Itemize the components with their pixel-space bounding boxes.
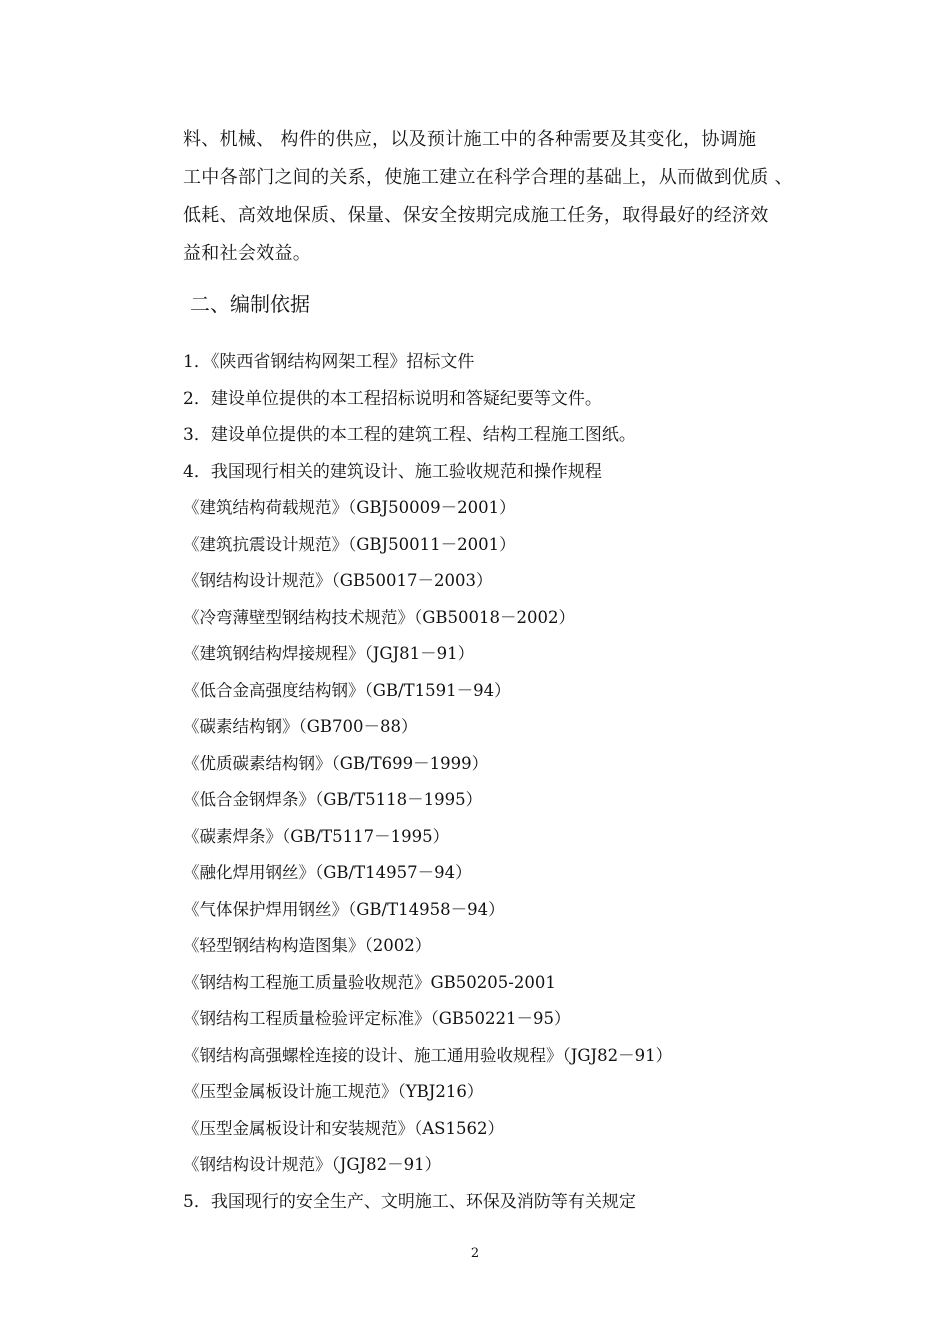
standard-item: 《建筑抗震设计规范》（GBJ50011－2001） <box>183 534 516 554</box>
standard-item: 《钢结构高强螺栓连接的设计、施工通用验收规程》（JGJ82－91） <box>183 1045 673 1065</box>
standard-item: 《压型金属板设计施工规范》（YBJ216） <box>183 1082 484 1101</box>
standard-item: 《压型金属板设计和安装规范》（AS1562） <box>183 1118 504 1138</box>
standard-item: 《钢结构工程施工质量验收规范》GB50205-2001 <box>183 972 556 992</box>
section-heading: 二、编制依据 <box>190 292 310 316</box>
paragraph-line: 益和社会效益。 <box>183 243 312 264</box>
standard-item: 《轻型钢结构构造图集》（2002） <box>183 936 432 955</box>
list-item: 2．建设单位提供的本工程招标说明和答疑纪要等文件。 <box>183 388 602 409</box>
list-item: 3．建设单位提供的本工程的建筑工程、结构工程施工图纸。 <box>183 425 636 445</box>
standard-item: 《钢结构设计规范》（JGJ82－91） <box>183 1155 442 1174</box>
list-item: 4．我国现行相关的建筑设计、施工验收规范和操作规程 <box>183 461 602 482</box>
standard-item: 《碳素结构钢》（GB700－88） <box>183 717 418 736</box>
list-item: 5．我国现行的安全生产、文明施工、环保及消防等有关规定 <box>183 1191 636 1212</box>
page-number: 2 <box>470 1246 480 1261</box>
standard-item: 《钢结构设计规范》（GB50017－2003） <box>183 571 493 590</box>
standard-item: 《碳素焊条》（GB/T5117－1995） <box>183 826 450 846</box>
list-item: 1．《陕西省钢结构网架工程》招标文件 <box>183 352 475 372</box>
standard-item: 《低合金钢焊条》（GB/T5118－1995） <box>183 790 483 809</box>
paragraph-line: 工中各部门之间的关系，使施工建立在科学合理的基础上，从而做到优质 、 <box>183 167 793 188</box>
standard-item: 《建筑结构荷载规范》（GBJ50009－2001） <box>183 498 516 517</box>
standard-item: 《气体保护焊用钢丝》（GB/T14958－94） <box>183 899 505 919</box>
standard-item: 《钢结构工程质量检验评定标准》（GB50221－95） <box>183 1009 571 1028</box>
standard-item: 《优质碳素结构钢》（GB/T699－1999） <box>183 753 489 773</box>
paragraph-line: 低耗、高效地保质、保量、保安全按期完成施工任务，取得最好的经济效 <box>183 205 769 226</box>
standard-item: 《冷弯薄壁型钢结构技术规范》（GB50018－2002） <box>183 607 576 627</box>
standard-item: 《低合金高强度结构钢》（GB/T1591－94） <box>183 680 511 700</box>
standard-item: 《建筑钢结构焊接规程》（JGJ81－91） <box>183 644 475 663</box>
basis-list <box>183 344 883 1220</box>
paragraph-line: 料、机械、 构件的供应，以及预计施工中的各种需要及其变化，协调施 <box>183 129 757 150</box>
standard-item: 《融化焊用钢丝》（GB/T14957－94） <box>183 863 472 882</box>
intro-paragraph <box>183 121 823 273</box>
